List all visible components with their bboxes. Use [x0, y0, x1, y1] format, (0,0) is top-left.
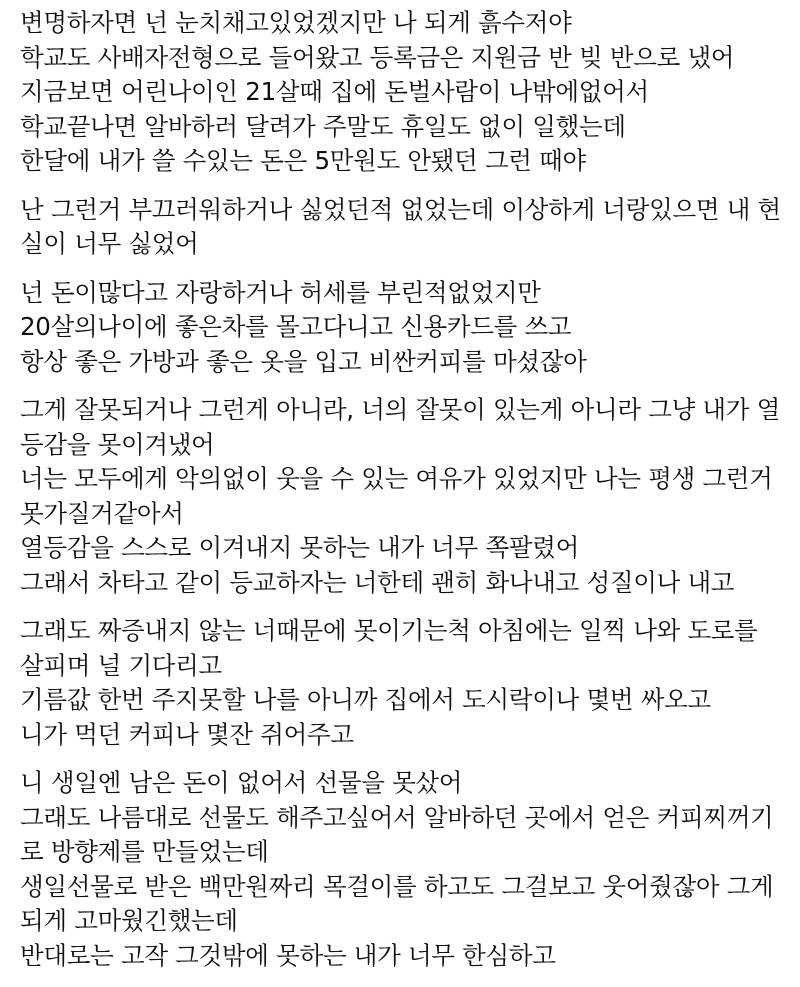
text-line: 못가질거같아서 [20, 498, 184, 528]
text-line: 니가 먹던 커피나 몇잔 쥐어주고 [20, 719, 354, 749]
text-line: 그래서 차타고 같이 등교하자는 너한테 괜히 화나내고 성질이나 내고 [20, 567, 735, 597]
paragraph [20, 614, 800, 752]
text-line: 실이 너무 싫었어 [20, 229, 199, 258]
text-line: 그래도 나름대로 선물도 해주고싶어서 알바하던 곳에서 얻은 커피찌꺼기 [20, 802, 774, 832]
text-line: 반대로는 고작 그것밖에 못하는 내가 너무 한심하고 [20, 940, 556, 970]
text-line: 그게 잘못되거나 그런게 아니라, 너의 잘못이 있는게 아니라 그냥 내가 열 [20, 395, 781, 424]
text-line: 지금보면 어린나이인 21살때 집에 돈벌사람이 나밖에없어서 [20, 77, 649, 106]
text-line: 넌 돈이많다고 자랑하거나 허세를 부린적없었지만 [20, 277, 541, 307]
paragraph [20, 766, 800, 973]
paragraph [20, 276, 800, 380]
text-line: 기름값 한번 주지못할 나를 아니까 집에서 도시락이나 몇번 싸오고 [20, 685, 711, 714]
text-line: 너는 모두에게 악의없이 웃을 수 있는 여유가 있었지만 나는 평생 그런거 [20, 464, 773, 493]
text-line: 그래도 짜증내지 않는 너때문에 못이기는척 아침에는 일찍 나와 도로를 [20, 616, 758, 645]
text-line: 니 생일엔 남은 돈이 없어서 선물을 못샀어 [20, 768, 463, 797]
text-line: 등감을 못이겨냈어 [20, 429, 215, 459]
paragraph [20, 193, 800, 262]
text-line: 변명하자면 넌 눈치채고있었겠지만 나 되게 흙수저야 [20, 8, 572, 37]
text-line: 열등감을 스스로 이겨내지 못하는 내가 너무 쪽팔렸어 [20, 533, 579, 562]
text-line: 20살의나이에 좋은차를 몰고다니고 신용카드를 쓰고 [20, 312, 572, 341]
paragraph [20, 6, 800, 179]
text-line: 학교도 사배자전형으로 들어왔고 등록금은 지원금 반 빚 반으로 냈어 [20, 42, 735, 72]
text-line: 살피며 널 기다리고 [20, 650, 222, 680]
text-line: 난 그런거 부끄러워하거나 싫었던적 없었는데 이상하게 너랑있으면 내 현 [20, 194, 781, 224]
text-line: 학교끝나면 알바하러 달려가 주말도 휴일도 없이 일했는데 [20, 111, 626, 141]
text-line: 항상 좋은 가방과 좋은 옷을 입고 비싼커피를 마셨잖아 [20, 346, 587, 376]
paragraph [20, 393, 800, 600]
text-line: 되게 고마웠긴했는데 [20, 906, 238, 935]
text-line: 생일선물로 받은 백만원짜리 목걸이를 하고도 그걸보고 웃어줬잖아 그게 [20, 871, 774, 901]
text-line: 한달에 내가 쓸 수있는 돈은 5만원도 안됐던 그런 때야 [20, 146, 586, 175]
text-line: 로 방향제를 만들었는데 [20, 837, 269, 866]
